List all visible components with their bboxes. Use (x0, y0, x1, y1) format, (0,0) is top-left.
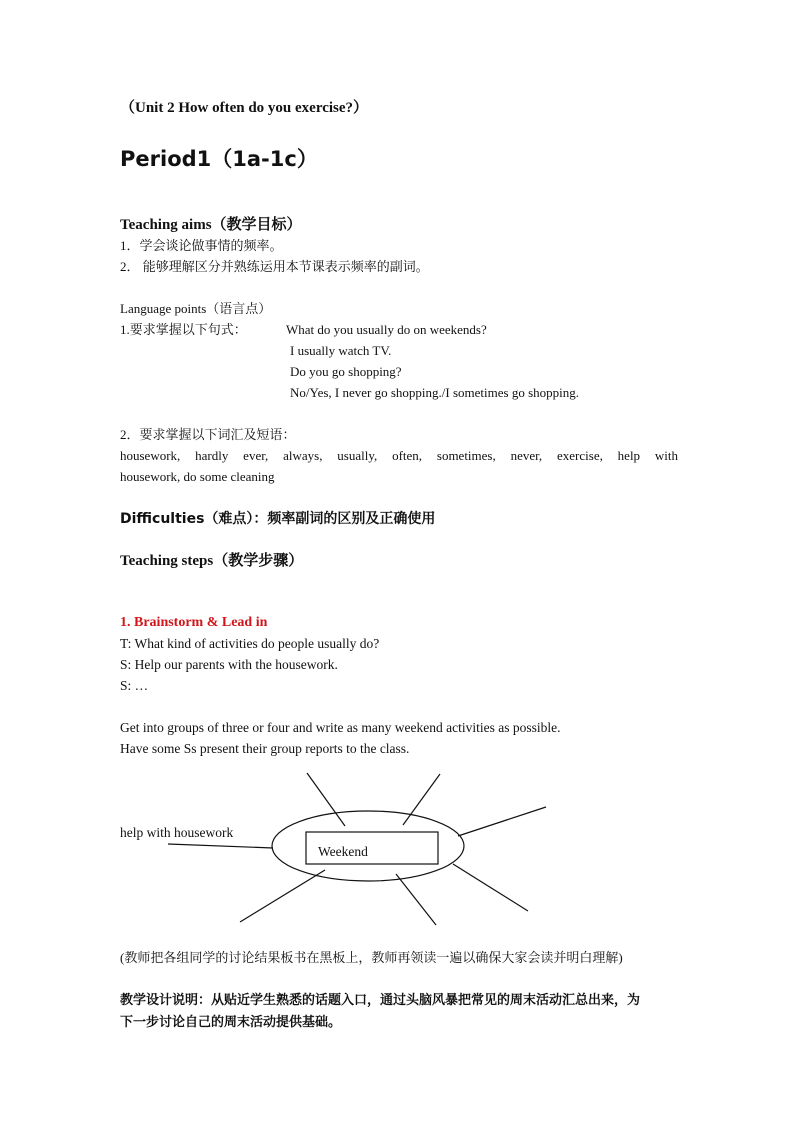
dialogue-line-1: T: What kind of activities do people usually do? (120, 636, 380, 651)
sentence-3: Do you go shopping? (290, 364, 402, 379)
aim-item-1: 1．学会谈论做事情的频率。 (120, 238, 283, 253)
teacher-note: (教师把各组同学的讨论结果板书在黑板上，教师再领读一遍以确保大家会读并明白理解) (120, 950, 623, 965)
unit-title: （Unit 2 How often do you exercise?） (120, 100, 369, 116)
dialogue-line-2: S: Help our parents with the housework. (120, 657, 338, 672)
sentence-2: I usually watch TV. (290, 343, 392, 358)
spoke-line (307, 773, 345, 826)
difficulties: Difficulties（难点）：频率副词的区别及正确使用 (120, 511, 436, 527)
sentences-label: 1.要求掌握以下句式： (120, 322, 247, 337)
spoke-line (458, 807, 546, 836)
mind-map-ellipse (272, 811, 464, 881)
step-1-title: 1. Brainstorm & Lead in (120, 615, 268, 630)
spoke-line (168, 844, 273, 848)
teaching-steps-heading: Teaching steps（教学步骤） (120, 553, 304, 569)
mind-map-example-label: help with housework (120, 825, 234, 840)
sentence-4: No/Yes, I never go shopping./I sometimes go shopping. (290, 385, 580, 400)
vocab-line-2: housework, do some cleaning (120, 469, 275, 484)
spoke-line (396, 874, 436, 925)
vocab-label: 2．要求掌握以下词汇及短语： (120, 427, 296, 442)
mind-map-center-label: Weekend (318, 844, 368, 859)
design-note-line-1: 教学设计说明：从贴近学生熟悉的话题入口，通过头脑风暴把常见的周末活动汇总出来，为 (120, 993, 641, 1008)
aim-item-2: 2． 能够理解区分并熟练运用本节课表示频率的副词。 (120, 259, 429, 274)
dialogue-line-3: S: … (120, 678, 149, 693)
period-title: Period1（1a-1c） (120, 147, 318, 171)
spoke-line (240, 870, 325, 922)
instruction-line-1: Get into groups of three or four and write as many weekend activities as possible. (120, 720, 561, 735)
instruction-line-2: Have some Ss present their group reports to the class. (120, 741, 410, 756)
teaching-aims-heading: Teaching aims（教学目标） (120, 217, 302, 233)
sentence-1: What do you usually do on weekends? (286, 322, 487, 337)
language-points-heading: Language points（语言点） (120, 301, 272, 316)
design-note-line-2: 下一步讨论自己的周末活动提供基础。 (120, 1015, 342, 1030)
vocab-line-1: housework, hardly ever, always, usually, often, sometimes, never, exercise, help with (120, 448, 678, 463)
spoke-line (453, 864, 528, 911)
